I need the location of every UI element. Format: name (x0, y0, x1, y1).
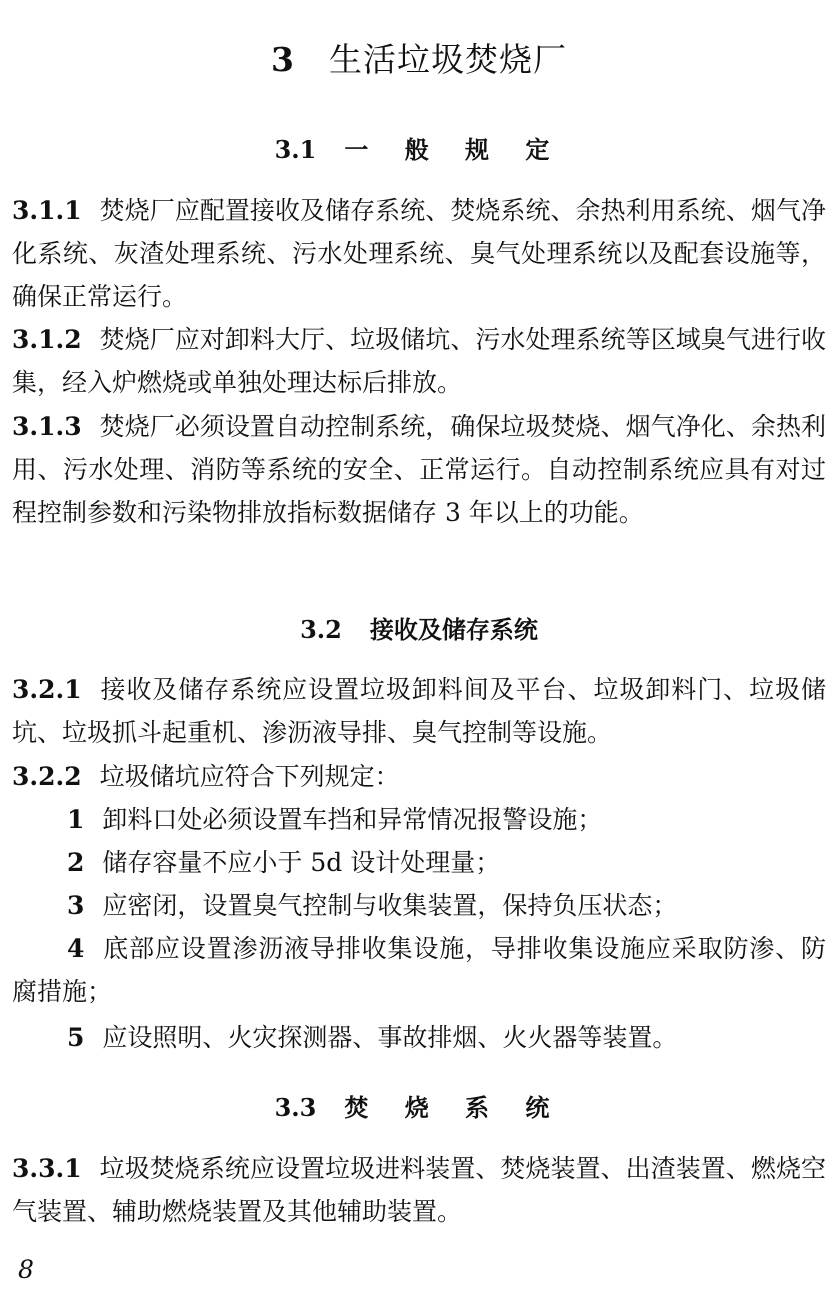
section-title-3-2 (12, 610, 826, 645)
chapter-title-text: 生活垃圾焚烧厂 (328, 40, 567, 79)
section-title-text: 一 般 规 定 (344, 135, 564, 164)
list-item (12, 1016, 826, 1059)
list-item (12, 927, 826, 1013)
section-number: 3.2 (300, 615, 342, 644)
item-number: 5 (67, 1023, 85, 1052)
clause-3-3-1 (12, 1147, 826, 1233)
clause-text: 焚烧厂应配置接收及储存系统、焚烧系统、余热利用系统、烟气净化系统、灰渣处理系统、污水处理系统、臭气处理系统以及配套设施等，确保正常运行。 (12, 196, 826, 311)
item-text: 应设照明、火灾探测器、事故排烟、火火器等装置。 (102, 1023, 678, 1052)
clause-number: 3.3.1 (12, 1154, 82, 1183)
clause-number: 3.1.2 (12, 325, 82, 354)
page-number: 8 (18, 1255, 34, 1284)
clause-text: 焚烧厂必须设置自动控制系统，确保垃圾焚烧、烟气净化、余热利用、污水处理、消防等系统的安全、正常运行。自动控制系统应具有对过程控制参数和污染物排放指标数据储存 3 年以上的功能。 (12, 412, 826, 527)
list-item (12, 798, 826, 841)
item-text: 储存容量不应小于 5d 设计处理量； (102, 848, 501, 877)
item-number: 1 (67, 805, 85, 834)
section-title-3-3 (12, 1088, 826, 1123)
item-text: 卸料口处必须设置车挡和异常情况报警设施； (102, 805, 603, 834)
clause-text: 垃圾焚烧系统应设置垃圾进料装置、焚烧装置、出渣装置、燃烧空气装置、辅助燃烧装置及其他辅助装置。 (12, 1154, 826, 1226)
item-number: 3 (67, 891, 85, 920)
clause-3-2-1 (12, 668, 826, 754)
clause-number: 3.2.2 (12, 762, 82, 791)
item-text: 底部应设置渗沥液导排收集设施，导排收集设施应采取防渗、防腐措施； (12, 934, 826, 1006)
clause-text: 焚烧厂应对卸料大厅、垃圾储坑、污水处理系统等区域臭气进行收集，经入炉燃烧或单独处理达标后排放。 (12, 325, 826, 397)
item-number: 2 (67, 848, 85, 877)
clause-3-1-3 (12, 405, 826, 534)
section-title-text: 接收及储存系统 (369, 615, 538, 644)
chapter-number: 3 (271, 40, 295, 79)
clause-3-1-1 (12, 189, 826, 318)
clause-number: 3.2.1 (12, 675, 82, 704)
section-number: 3.3 (274, 1093, 317, 1122)
section-title-3-1 (12, 130, 826, 165)
item-number: 4 (67, 934, 85, 963)
section-number: 3.1 (274, 135, 317, 164)
chapter-title (12, 34, 826, 81)
clause-3-1-2 (12, 318, 826, 404)
clause-text: 垃圾储坑应符合下列规定： (99, 762, 400, 791)
list-item (12, 841, 826, 884)
clause-number: 3.1.1 (12, 196, 82, 225)
clause-number: 3.1.3 (12, 412, 82, 441)
list-item (12, 884, 826, 927)
section-title-text: 焚 烧 系 统 (344, 1093, 564, 1122)
clause-text: 接收及储存系统应设置垃圾卸料间及平台、垃圾卸料门、垃圾储坑、垃圾抓斗起重机、渗沥液导排、臭气控制等设施。 (12, 675, 826, 747)
item-text: 应密闭，设置臭气控制与收集装置，保持负压状态； (102, 891, 678, 920)
clause-3-2-2 (12, 755, 826, 798)
